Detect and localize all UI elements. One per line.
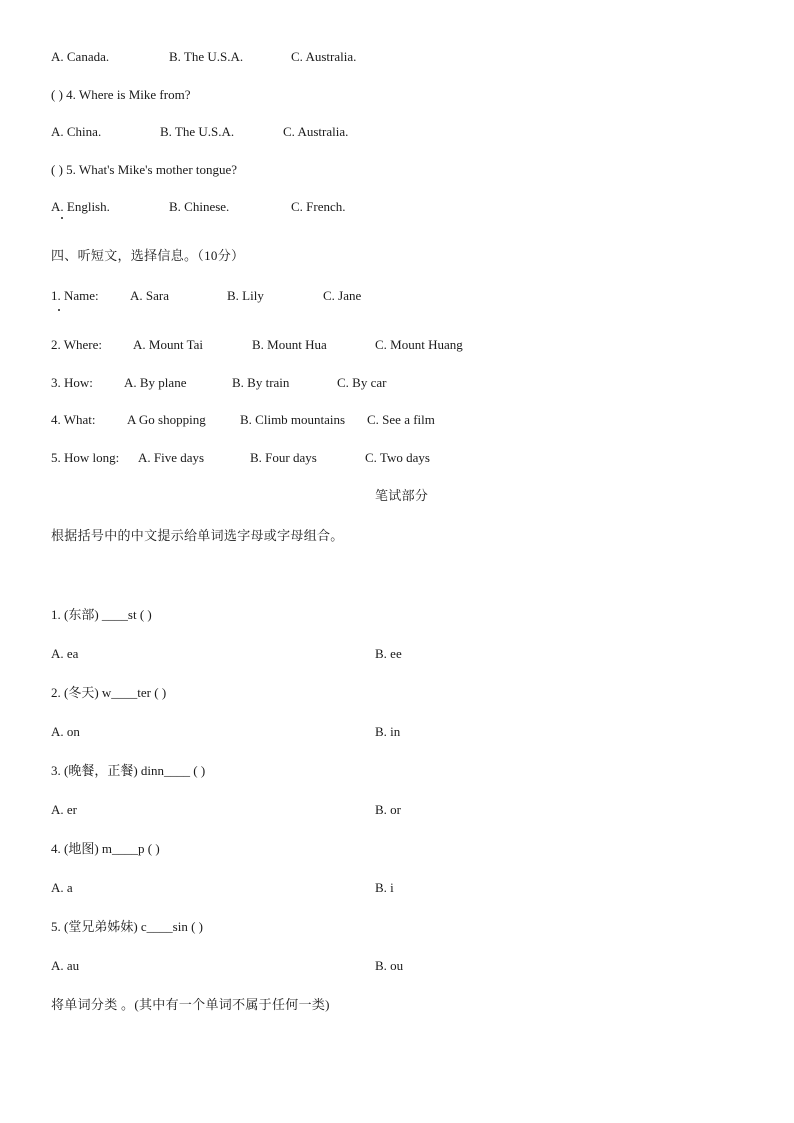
s4-item-1-option-b: B. Lily bbox=[227, 288, 264, 303]
q3-option-c: C. Australia. bbox=[291, 49, 357, 64]
q5-stem: ( ) 5. What's Mike's mother tongue? bbox=[51, 162, 238, 177]
s4-item-2-option-b: B. Mount Hua bbox=[252, 337, 327, 352]
q4-option-c: C. Australia. bbox=[283, 124, 349, 139]
written-q4-stem: 4. (地图) m____p ( ) bbox=[51, 841, 160, 856]
written-q5-option-a: A. au bbox=[51, 958, 80, 973]
q3-option-a: A. Canada. bbox=[51, 49, 110, 64]
s4-item-4-option-c: C. See a film bbox=[367, 412, 435, 427]
written-q5-stem: 5. (堂兄弟姊妹) c____sin ( ) bbox=[51, 919, 204, 934]
stray-mark bbox=[58, 309, 60, 311]
s4-item-3-option-a: A. By plane bbox=[124, 375, 187, 390]
s4-item-5-option-b: B. Four days bbox=[250, 450, 317, 465]
stray-mark bbox=[61, 217, 63, 219]
s4-item-1-option-a: A. Sara bbox=[130, 288, 169, 303]
q5-option-c: C. French. bbox=[291, 199, 346, 214]
s4-item-5-label: 5. How long: bbox=[51, 450, 120, 465]
q5-option-a: A. English. bbox=[51, 199, 110, 214]
written-q3-option-b: B. or bbox=[375, 802, 401, 817]
written-q3-option-a: A. er bbox=[51, 802, 77, 817]
section4-heading: 四、听短文，选择信息。（10分） bbox=[51, 248, 245, 263]
q4-stem: ( ) 4. Where is Mike from? bbox=[51, 87, 191, 102]
q3-option-b: B. The U.S.A. bbox=[169, 49, 244, 64]
written-q3-stem: 3. (晚餐，正餐) dinn____ ( ) bbox=[51, 763, 206, 778]
written-q1-option-b: B. ee bbox=[375, 646, 402, 661]
q4-option-a: A. China. bbox=[51, 124, 102, 139]
written-q2-option-b: B. in bbox=[375, 724, 401, 739]
s4-item-4-option-b: B. Climb mountains bbox=[240, 412, 346, 427]
s4-item-1-option-c: C. Jane bbox=[323, 288, 362, 303]
written-instruction: 根据括号中的中文提示给单词选字母或字母组合。 bbox=[51, 528, 344, 543]
written-q1-stem: 1. (东部) ____st ( ) bbox=[51, 607, 152, 622]
written-q4-option-b: B. i bbox=[375, 880, 394, 895]
next-section-instruction: 将单词分类 。(其中有一个单词不属于任何一类) bbox=[51, 997, 330, 1012]
s4-item-3-option-b: B. By train bbox=[232, 375, 290, 390]
q4-option-b: B. The U.S.A. bbox=[160, 124, 235, 139]
s4-item-2-label: 2. Where: bbox=[51, 337, 103, 352]
written-q2-stem: 2. (冬天) w____ter ( ) bbox=[51, 685, 167, 700]
written-q1-option-a: A. ea bbox=[51, 646, 79, 661]
q5-option-b: B. Chinese. bbox=[169, 199, 230, 214]
s4-item-5-option-c: C. Two days bbox=[365, 450, 430, 465]
s4-item-4-label: 4. What: bbox=[51, 412, 96, 427]
written-q5-option-b: B. ou bbox=[375, 958, 404, 973]
s4-item-3-option-c: C. By car bbox=[337, 375, 387, 390]
written-section-title: 笔试部分 bbox=[375, 488, 429, 503]
s4-item-1-label: 1. Name: bbox=[51, 288, 99, 303]
s4-item-5-option-a: A. Five days bbox=[138, 450, 205, 465]
written-q4-option-a: A. a bbox=[51, 880, 73, 895]
s4-item-2-option-a: A. Mount Tai bbox=[133, 337, 203, 352]
written-q2-option-a: A. on bbox=[51, 724, 80, 739]
s4-item-3-label: 3. How: bbox=[51, 375, 93, 390]
s4-item-4-option-a: A Go shopping bbox=[127, 412, 206, 427]
s4-item-2-option-c: C. Mount Huang bbox=[375, 337, 463, 352]
